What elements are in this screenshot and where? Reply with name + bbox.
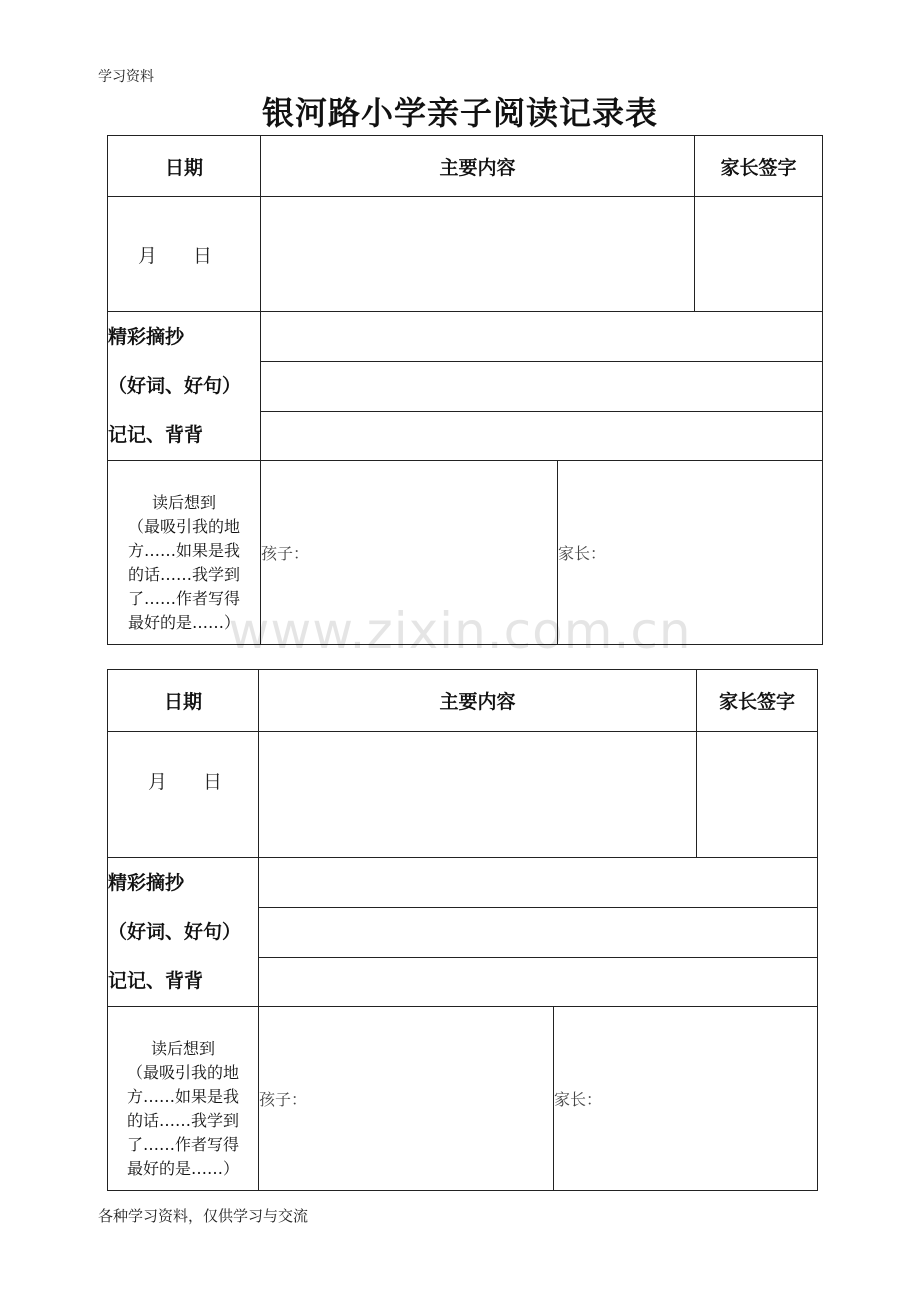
child-label: 孩子： [259,1090,308,1109]
signature-header: 家长签字 [695,136,823,197]
child-reflection-field[interactable] [259,1007,554,1191]
watermark: www.zixin.com.cn [228,602,692,660]
day-label: 日 [203,771,223,793]
reflection-label-line: 读后想到 [151,492,216,512]
reading-record-table-1 [107,135,823,645]
date-header: 日期 [108,136,261,197]
reflection-label [108,1007,259,1191]
reflection-label-line: 最好的是……） [127,612,240,632]
reflection-label-line: 了……作者写得 [127,588,240,608]
signature-header: 家长签字 [697,670,818,732]
excerpt-label-line: 精彩摘抄 [108,325,185,348]
main-content-field[interactable] [259,732,697,858]
reflection-label-line: 的话……我学到 [127,564,240,584]
parent-label: 家长： [554,1090,603,1109]
child-reflection-field[interactable] [261,461,558,645]
reflection-label-line: （最吸引我的地 [126,1062,239,1082]
excerpt-label-line: 记记、背背 [108,969,204,992]
excerpt-line-field[interactable] [259,908,818,958]
parent-signature-field[interactable] [695,197,823,312]
date-cell[interactable] [108,732,259,858]
excerpt-line-field[interactable] [261,312,823,362]
content-header: 主要内容 [259,670,697,732]
reading-record-table-2 [107,669,818,1191]
parent-signature-field[interactable] [697,732,818,858]
parent-label: 家长： [558,544,607,563]
excerpt-line-field[interactable] [259,858,818,908]
content-header: 主要内容 [261,136,695,197]
excerpt-line-field[interactable] [261,362,823,412]
excerpt-label [108,858,259,1007]
parent-reflection-field[interactable] [554,1007,818,1191]
excerpt-label-line: （好词、好句） [108,374,242,397]
excerpt-line-field[interactable] [261,412,823,461]
excerpt-label-line: （好词、好句） [108,920,242,943]
excerpt-label-line: 记记、背背 [108,423,204,446]
reflection-label [108,461,261,645]
header-note: 学习资料 [98,69,154,85]
main-content-field[interactable] [261,197,695,312]
date-cell[interactable] [108,197,261,312]
month-label: 月 [138,244,158,267]
excerpt-line-field[interactable] [259,958,818,1007]
reflection-label-line: 方……如果是我 [127,540,240,560]
reflection-label-line: 最好的是……） [126,1158,239,1178]
footer-note: 各种学习资料，仅供学习与交流 [98,1207,309,1225]
page-title: 银河路小学亲子阅读记录表 [261,94,658,132]
parent-reflection-field[interactable] [558,461,823,645]
reflection-label-line: 了……作者写得 [126,1134,239,1154]
day-label: 日 [193,244,213,267]
month-label: 月 [148,771,168,793]
date-header: 日期 [108,670,259,732]
child-label: 孩子： [261,544,310,563]
reflection-label-line: 的话……我学到 [126,1110,239,1130]
reflection-label-line: （最吸引我的地 [127,516,240,536]
reflection-label-line: 读后想到 [150,1038,215,1058]
excerpt-label [108,312,261,461]
excerpt-label-line: 精彩摘抄 [108,871,185,894]
reflection-label-line: 方……如果是我 [126,1086,239,1106]
